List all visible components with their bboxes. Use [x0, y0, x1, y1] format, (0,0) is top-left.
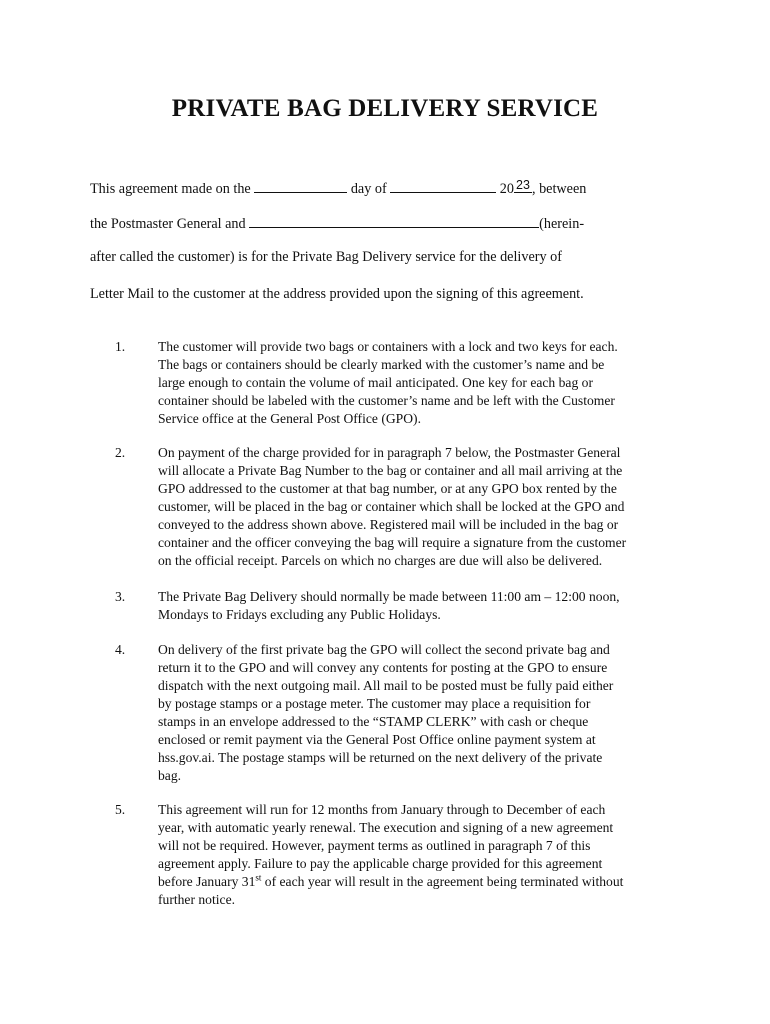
- clause-line: enclosed or remit payment via the General Post Office online payment system at: [158, 732, 596, 747]
- date-day-blank[interactable]: [254, 178, 347, 193]
- intro-line-1: [90, 178, 586, 198]
- clause-text: of each year will result in the agreement being terminated without: [261, 874, 624, 889]
- clause-text: before January 31: [158, 874, 256, 889]
- clause-line: further notice.: [158, 892, 235, 907]
- clause-number: 2.: [115, 445, 126, 460]
- intro-text: 20: [496, 181, 514, 197]
- clause-line: conveyed to the address shown above. Registered mail will be included in the bag or: [158, 517, 619, 532]
- clause-line: return it to the GPO and will convey any contents for posting at the GPO to ensure: [158, 660, 608, 675]
- date-month-blank[interactable]: [390, 178, 496, 193]
- clause-line: agreement apply. Failure to pay the applicable charge provided for this agreement: [158, 856, 603, 871]
- intro-text: day of: [347, 181, 391, 197]
- clause-line: GPO addressed to the customer at that bag number, or at any GPO box rented by the: [158, 481, 617, 496]
- intro-text: , between: [531, 181, 587, 197]
- clause-number: 3.: [115, 589, 126, 604]
- clause-line: The Private Bag Delivery should normally be made between 11:00 am – 12:00 noon,: [158, 589, 620, 604]
- clause-body: [158, 801, 690, 909]
- clause-line: customer, will be placed in the bag or container which shall be locked at the GPO and: [158, 499, 625, 514]
- clause-line: stamps in an envelope addressed to the “STAMP CLERK” with cash or cheque: [158, 714, 589, 729]
- year-field[interactable]: 23: [514, 178, 532, 193]
- clause-body: [158, 588, 690, 624]
- intro-text: This agreement made on the: [90, 181, 255, 197]
- clause-line: [158, 873, 690, 891]
- intro-line-2: [90, 213, 584, 233]
- clause-line: bag.: [158, 768, 182, 783]
- intro-text: (herein-: [539, 216, 585, 232]
- clause-line: will allocate a Private Bag Number to the bag or container and all mail arriving at the: [158, 463, 623, 478]
- intro-text: the Postmaster General and: [90, 216, 250, 232]
- clause-line: on the official receipt. Parcels on which no charges are due will also be delivered.: [158, 553, 603, 568]
- clause-line: large enough to contain the volume of mail anticipated. One key for each bag or: [158, 375, 593, 390]
- clause-line: On delivery of the first private bag the GPO will collect the second private bag and: [158, 642, 610, 657]
- clause-line: hss.gov.ai. The postage stamps will be returned on the next delivery of the private: [158, 750, 603, 765]
- clause-line: dispatch with the next outgoing mail. All mail to be posted must be fully paid either: [158, 678, 614, 693]
- intro-line-4: Letter Mail to the customer at the address provided upon the signing of this agreement.: [90, 286, 584, 302]
- clause-body: [158, 641, 690, 785]
- customer-name-blank[interactable]: [249, 213, 539, 228]
- document-title: PRIVATE BAG DELIVERY SERVICE: [171, 95, 599, 122]
- clause-line: On payment of the charge provided for in paragraph 7 below, the Postmaster General: [158, 445, 621, 460]
- intro-line-3: after called the customer) is for the Private Bag Delivery service for the delivery of: [90, 249, 562, 265]
- clause-number: 1.: [115, 339, 126, 354]
- clause-number: 5.: [115, 802, 126, 817]
- clause-line: Service office at the General Post Office (GPO).: [158, 411, 421, 426]
- clause-line: This agreement will run for 12 months from January through to December of each: [158, 802, 606, 817]
- clause-line: Mondays to Fridays excluding any Public Holidays.: [158, 607, 441, 622]
- clause-line: by postage stamps or a postage meter. The customer may place a requisition for: [158, 696, 591, 711]
- clause-line: year, with automatic yearly renewal. The execution and signing of a new agreement: [158, 820, 614, 835]
- clause-body: [158, 338, 690, 428]
- clause-line: container and the officer conveying the bag will require a signature from the customer: [158, 535, 627, 550]
- clause-body: [158, 444, 690, 570]
- clause-line: The customer will provide two bags or containers with a lock and two keys for each.: [158, 339, 618, 354]
- ordinal-suffix: st: [255, 872, 262, 883]
- clause-number: 4.: [115, 642, 126, 657]
- clause-line: will not be required. However, payment terms as outlined in paragraph 7 of this: [158, 838, 591, 853]
- clause-line: container should be labeled with the customer’s name and be left with the Customer: [158, 393, 615, 408]
- clause-line: The bags or containers should be clearly marked with the customer’s name and be: [158, 357, 605, 372]
